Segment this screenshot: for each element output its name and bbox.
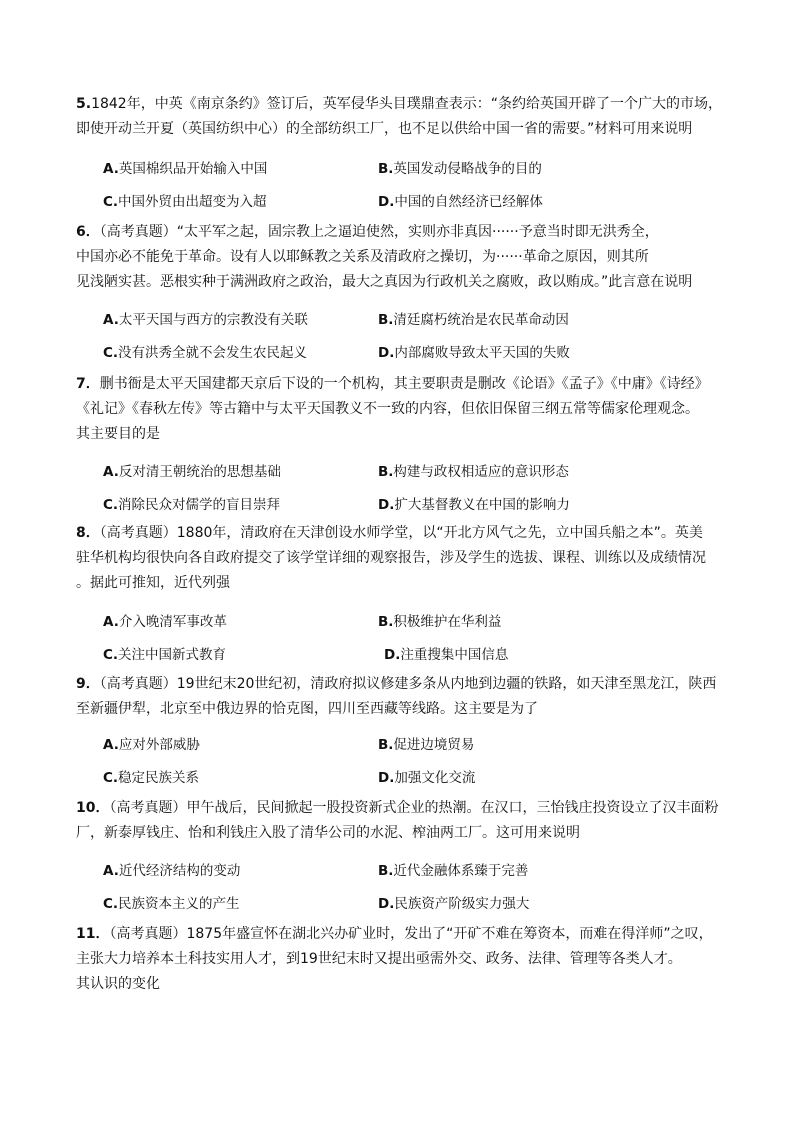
question-text-line: 中国亦必不能免于革命。设有人以耶稣教之关系及清政府之操切，为······革命之原因，则其所: [76, 249, 649, 265]
option-d[interactable]: D.扩大基督教义在中国的影响力: [378, 497, 570, 513]
question-text-line: 主张大力培养本土科技实用人才，到19世纪末时又提出亟需外交、政务、法律、管理等各类人才。: [76, 951, 682, 967]
question-number: 6．: [76, 224, 100, 240]
question-9: [76, 672, 726, 722]
option-d[interactable]: D.加强文化交流: [378, 770, 476, 786]
question-number: 8．: [76, 525, 100, 541]
question-11: [76, 922, 726, 997]
question-text-line: 。据此可推知，近代列强: [76, 575, 230, 591]
question-8: [76, 521, 726, 596]
option-b[interactable]: B.近代金融体系臻于完善: [378, 863, 529, 879]
question-5: [76, 92, 726, 142]
question-text-line: 1842年，中英《南京条约》签订后，英军侵华头目璞鼎查表示：“条约给英国开辟了一个广大的市场，: [91, 96, 722, 112]
question-text-line: （高考真题）甲午战后，民间掀起一股投资新式企业的热潮。在汉口，三怡钱庄投资设立了汉丰面粉: [109, 800, 719, 816]
question-10: [76, 796, 726, 846]
question-text-line: 见浅陋实甚。恶根实种于满洲政府之政治，最大之真因为行政机关之腐败，政以贿成。”此言意在说明: [76, 274, 693, 290]
options-8: [103, 606, 703, 672]
question-text-line: 驻华机构均很快向各自政府提交了该学堂详细的观察报告，涉及学生的选拔、课程、训练以及成绩情况: [76, 550, 706, 566]
option-c[interactable]: C.没有洪秀全就不会发生农民起义: [103, 345, 308, 361]
option-c[interactable]: C.中国外贸由出超变为入超: [103, 194, 267, 210]
options-6: [103, 304, 703, 370]
question-number: 11．: [76, 926, 110, 942]
option-a[interactable]: A.英国棉织品开始输入中国: [103, 161, 268, 177]
question-text-line: 删书衙是太平天国建都天京后下设的一个机构，其主要职责是删改《论语》《孟子》《中庸》《诗经》: [99, 376, 709, 392]
option-d[interactable]: D.内部腐败导致太平天国的失败: [378, 345, 570, 361]
question-text-line: 即使开动兰开夏（英国纺织中心）的全部纺织工厂，也不足以供给中国一省的需要。”材料可用来说明: [76, 121, 693, 137]
option-c[interactable]: C.稳定民族关系: [103, 770, 200, 786]
question-number: 7．: [76, 376, 100, 392]
question-text-line: 其主要目的是: [76, 426, 160, 442]
question-text-line: 《礼记》《春秋左传》等古籍中与太平天国教义不一致的内容，但依旧保留三纲五常等儒家伦理观念。: [76, 401, 699, 417]
option-d[interactable]: D.民族资产阶级实力强大: [378, 896, 530, 912]
option-b[interactable]: B.清廷腐朽统治是农民革命动因: [378, 312, 569, 328]
question-7: [76, 372, 726, 447]
option-a[interactable]: A.应对外部威胁: [103, 737, 200, 753]
options-5: [103, 153, 703, 219]
option-a[interactable]: A.反对清王朝统治的思想基础: [103, 464, 281, 480]
question-text-line: （高考真题）“太平军之起，固宗教上之逼迫使然，实则亦非真因······予意当时即无洪秀全，: [99, 224, 659, 240]
options-9: [103, 729, 703, 795]
option-d[interactable]: D.中国的自然经济已经解体: [378, 194, 543, 210]
question-text-line: 至新疆伊犁，北京至中俄边界的恰克图，四川至西藏等线路。这主要是为了: [76, 701, 538, 717]
question-6: [76, 220, 726, 295]
options-7: [103, 456, 703, 522]
option-c[interactable]: C.关注中国新式教育: [103, 647, 227, 663]
option-b[interactable]: B.英国发动侵略战争的目的: [378, 161, 542, 177]
option-a[interactable]: A.介入晚清军事改革: [103, 614, 227, 630]
question-text-line: （高考真题）1880年，清政府在天津创设水师学堂，以“开北方风气之先，立中国兵船之本”。英美: [99, 525, 703, 541]
question-text-line: （高考真题）19世纪末20世纪初，清政府拟议修建多条从内地到边疆的铁路，如天津至黑龙江，陕西: [99, 676, 717, 692]
question-text-line: 厂，新泰厚钱庄、怡和利钱庄入股了清华公司的水泥、榨油两工厂。这可用来说明: [76, 825, 580, 841]
options-10: [103, 855, 703, 921]
option-d[interactable]: D.注重搜集中国信息: [384, 647, 509, 663]
option-b[interactable]: B.促进边境贸易: [378, 737, 475, 753]
question-text-line: （高考真题）1875年盛宣怀在湖北兴办矿业时，发出了“开矿不难在筹资本，而难在得洋师”之叹，: [109, 926, 713, 942]
question-number: 5.: [76, 96, 92, 112]
option-c[interactable]: C.民族资本主义的产生: [103, 896, 240, 912]
question-text-line: 其认识的变化: [76, 976, 160, 992]
option-b[interactable]: B.积极维护在华利益: [378, 614, 502, 630]
option-c[interactable]: C.消除民众对儒学的盲目崇拜: [103, 497, 281, 513]
option-b[interactable]: B.构建与政权相适应的意识形态: [378, 464, 569, 480]
question-number: 10．: [76, 800, 110, 816]
question-number: 9．: [76, 676, 100, 692]
option-a[interactable]: A.近代经济结构的变动: [103, 863, 241, 879]
option-a[interactable]: A.太平天国与西方的宗教没有关联: [103, 312, 308, 328]
